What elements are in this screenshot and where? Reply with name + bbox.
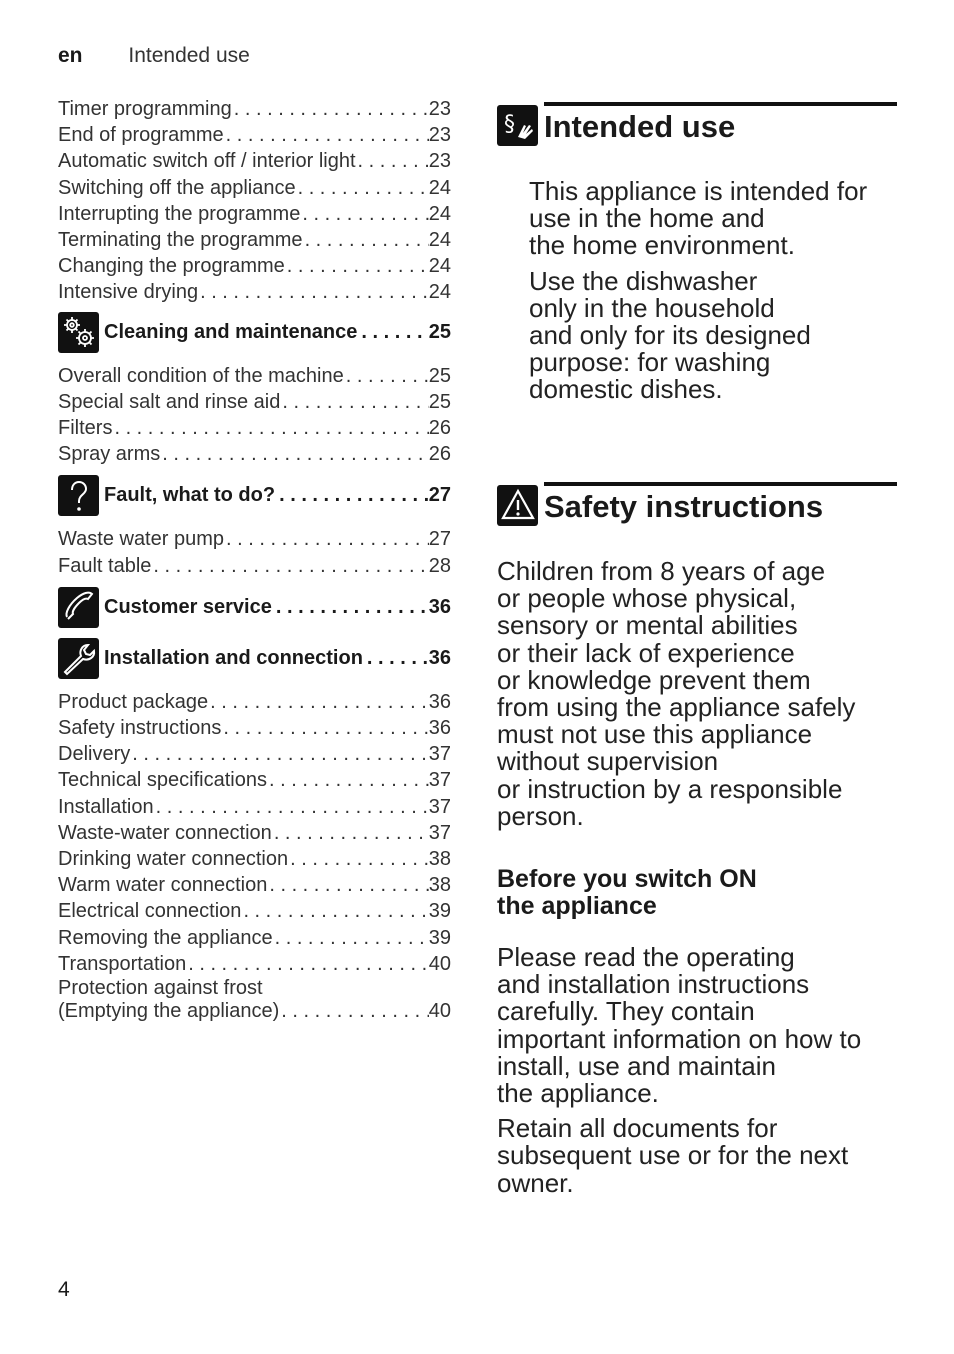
toc-entry-label: Electrical connection [58, 900, 242, 923]
toc-entry[interactable] [58, 526, 451, 552]
intended-use-paragraph: Use the dishwasher only in the household and only for its designed purpose: for washing domestic dishes. [529, 265, 811, 405]
toc-entry[interactable] [58, 148, 451, 174]
toc-entry-label: Waste-water connection [58, 821, 272, 844]
svg-text:§: § [503, 112, 515, 137]
paragraph-hand-icon [497, 105, 538, 146]
toc-entry-label: Drinking water connection [58, 848, 289, 871]
toc-entry-label: Product package [58, 690, 209, 713]
warning-icon [497, 485, 538, 526]
toc-entry[interactable] [58, 389, 451, 415]
toc-entry-page: 24 [428, 176, 451, 199]
toc-group [58, 96, 451, 306]
toc-section-customer-service[interactable]: Customer service . . . 36 [58, 587, 451, 628]
question-icon [58, 475, 99, 516]
page-title: Intended use [544, 102, 897, 146]
toc-entry[interactable] [58, 441, 451, 467]
toc-entry-page: 36 [428, 717, 451, 740]
toc-entry-page: 24 [428, 281, 451, 304]
toc-entry[interactable] [58, 846, 451, 872]
safety-section [497, 482, 897, 1197]
toc-entry-label: Intensive drying [58, 281, 199, 304]
toc-entry-label: Timer programming [58, 98, 232, 120]
toc-group [58, 526, 451, 578]
toc-entry[interactable] [58, 96, 451, 122]
toc-entry-label: Switching off the appliance [58, 176, 296, 199]
toc-entry[interactable] [58, 951, 451, 977]
page-header [58, 44, 250, 68]
toc-entry-label: Interrupting the programme [58, 202, 301, 225]
toc-group [58, 363, 451, 468]
wrench-icon [58, 638, 99, 679]
toc-entry-page: 23 [428, 98, 451, 120]
toc-entry-label: Overall condition of the machine [58, 364, 344, 387]
toc-entry[interactable] [58, 122, 451, 148]
toc-entry-page: 26 [428, 417, 451, 440]
safety-heading [497, 482, 897, 526]
gears-icon [58, 312, 99, 353]
toc-entry[interactable] [58, 767, 451, 793]
intended-use-section [497, 102, 897, 404]
toc-entry-label: End of programme [58, 124, 224, 147]
toc-entry-page: 40 [428, 952, 451, 975]
toc-entry[interactable] [58, 741, 451, 767]
toc-entry[interactable] [58, 925, 451, 951]
toc-entry-page: 25 [428, 364, 451, 387]
toc-entry-page: 39 [428, 900, 451, 923]
toc-entry-page: 37 [428, 795, 451, 818]
running-title: Intended use [128, 44, 250, 67]
toc-entry-page: 27 [428, 528, 451, 551]
toc-entry[interactable] [58, 794, 451, 820]
toc-entry-label: Fault table [58, 554, 152, 577]
toc-entry-label: Transportation [58, 952, 187, 975]
intended-use-paragraph: This appliance is intended for use in the home and the home environment. [529, 176, 868, 261]
toc-entry[interactable] [58, 820, 451, 846]
toc-entry-page: 24 [428, 255, 451, 278]
toc-entry[interactable] [58, 227, 451, 253]
toc-entry[interactable] [58, 253, 451, 279]
toc-entry-label: Technical specifications [58, 769, 267, 792]
toc-entry[interactable] [58, 872, 451, 898]
toc-entry-label: Changing the programme [58, 255, 285, 278]
toc-entry[interactable] [58, 201, 451, 227]
toc-section-installation[interactable]: Installation and connection . . . 36 [58, 638, 451, 679]
safety-paragraph: Children from 8 years of age or people whose physical, sensory or mental abilities or their lack of experience or knowledge prevent them from using the appliance safely must not use this appliance without supervision or instruction by a responsible person. [497, 556, 856, 831]
toc-entry-page: 39 [428, 926, 451, 949]
toc-entry-label: Waste water pump [58, 528, 224, 551]
toc-entry[interactable] [58, 175, 451, 201]
toc-entry-page: 24 [428, 202, 451, 225]
language-code: en [58, 44, 83, 67]
safety-paragraph: Retain all documents for subsequent use or for the next owner. [497, 1113, 849, 1198]
safety-paragraph: Please read the operating and installation instructions carefully. They contain important information on how to install, use and maintain the appliance. [497, 942, 862, 1109]
toc-entry-page: 23 [428, 124, 451, 147]
toc-entry-label: Removing the appliance [58, 926, 273, 949]
toc-entry-page: 36 [428, 690, 451, 713]
toc-entry-page: 23 [428, 150, 451, 173]
toc-entry[interactable] [58, 415, 451, 441]
toc-entry-label: Spray arms [58, 443, 161, 466]
toc-entry-page: 28 [428, 554, 451, 577]
toc-entry-label: Automatic switch off / interior light [58, 150, 356, 173]
toc-entry-label: Terminating the programme [58, 229, 303, 252]
table-of-contents [58, 96, 451, 1023]
toc-entry-page: 24 [428, 229, 451, 252]
toc-entry[interactable] [58, 363, 451, 389]
toc-entry-page: 37 [428, 821, 451, 844]
toc-entry[interactable] [58, 715, 451, 741]
toc-entry-label: Warm water connection [58, 874, 268, 897]
toc-entry-label: Safety instructions [58, 717, 222, 740]
phone-icon [58, 587, 99, 628]
toc-entry[interactable] [58, 279, 451, 305]
toc-section-cleaning[interactable]: Cleaning and maintenance . . . 25 [58, 312, 451, 353]
toc-entry-page: 37 [428, 743, 451, 766]
page-number: 4 [58, 1278, 70, 1301]
toc-entry-page: 38 [428, 874, 451, 897]
toc-entry-label: Special salt and rinse aid [58, 390, 281, 413]
toc-entry[interactable] [58, 553, 451, 579]
toc-entry-frost[interactable]: Protection against frost (Emptying the appliance) . . . 40 [58, 977, 451, 1023]
toc-entry-page: 26 [428, 443, 451, 466]
toc-entry-label: Delivery [58, 743, 131, 766]
subheading: Before you switch ON the appliance [497, 865, 757, 921]
toc-entry-label: Filters [58, 417, 113, 440]
toc-entry-page: 38 [428, 848, 451, 871]
toc-entry-page: 37 [428, 769, 451, 792]
toc-section-fault[interactable]: Fault, what to do? . . . 27 [58, 475, 451, 516]
toc-entry[interactable] [58, 689, 451, 715]
toc-group [58, 689, 451, 977]
section-title: Safety instructions [544, 482, 897, 526]
intended-use-heading [497, 102, 897, 146]
toc-entry-page: 25 [428, 390, 451, 413]
toc-entry-label: Installation [58, 795, 154, 818]
toc-entry[interactable] [58, 898, 451, 924]
